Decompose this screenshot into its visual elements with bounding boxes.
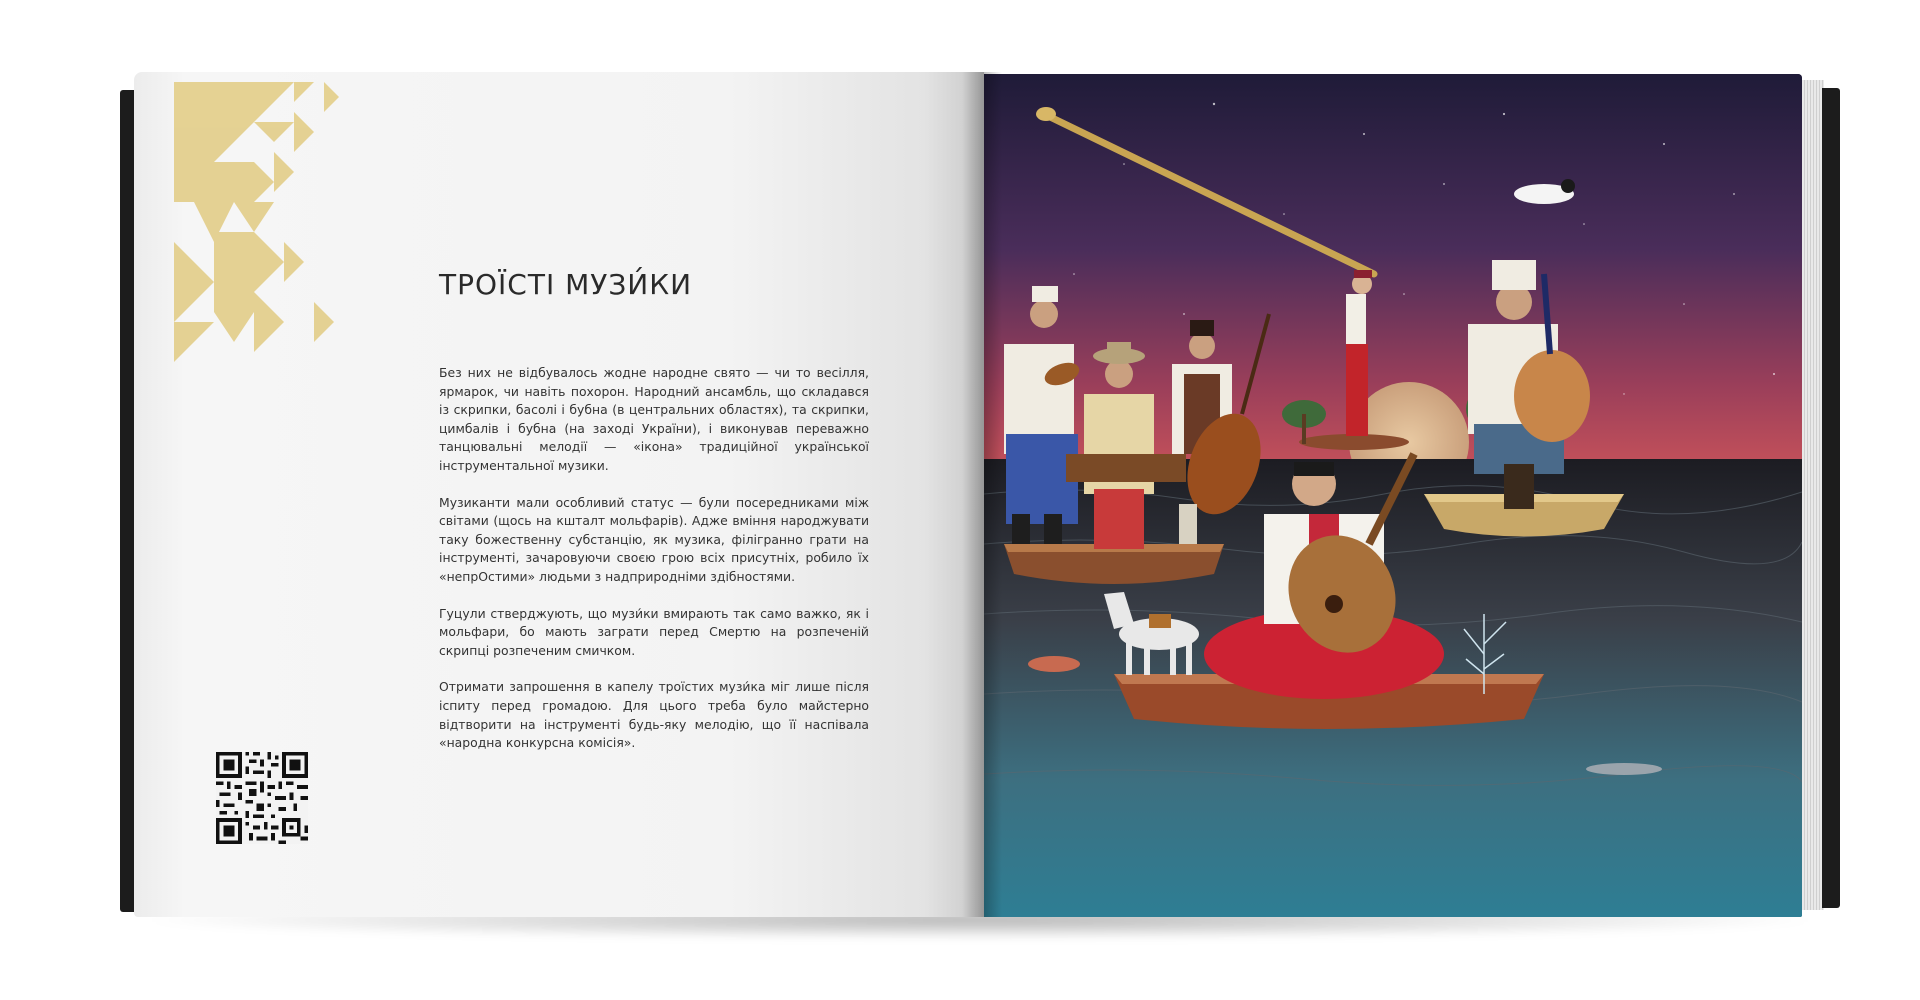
fish bbox=[1586, 763, 1662, 775]
paragraph: Гуцули стверджують, що музи́ки вмирають так само важко, як і мольфари, бо мають заграти перед Смертю на розпеченій скрипці розпеченим смичком. bbox=[439, 605, 869, 658]
article-body bbox=[439, 364, 869, 771]
qr-code-icon bbox=[216, 752, 308, 844]
open-book bbox=[120, 62, 1840, 922]
small-boat bbox=[1299, 434, 1409, 450]
left-page bbox=[134, 72, 984, 917]
page-title: ТРОЇСТІ МУЗИ́КИ bbox=[439, 268, 693, 301]
paragraph: Музиканти мали особливий статус — були посередниками між світами (щось на кшталт мольфарів). Адже вміння народжувати таку божественну субстанцію, як музика, філігранно грати на інструменті, зачаровуючи своєю грою всіх присутніх, робило їх «непрОстими» людьми з надприродніми здібностями. bbox=[439, 494, 869, 584]
page-stack-edge bbox=[1802, 80, 1824, 910]
geometric-ornament bbox=[174, 82, 394, 362]
paragraph: Без них не відбувалось жодне народне свято — чи то весілля, ярмарок, чи навіть похорон. Народний ансамбль, що складався із скрипки, басолі і бубна (в центральних областях), та скрипки, цимбалів і бубна (на заході України), і виконував переважно танцювальні мелодії — «ікона» традиційної української інструментальної музики. bbox=[439, 365, 869, 473]
paragraph: Отримати запрошення в капелу троїстих музи́ка міг лише після іспиту перед громадою. Для цього треба було майстерно відтворити на інструменті будь-яку мелодію, що її наспівала «народна конкурсна комісія». bbox=[439, 679, 869, 751]
book-cover-right-edge bbox=[1822, 88, 1840, 908]
right-page-illustration bbox=[984, 74, 1802, 917]
folk-musicians-illustration bbox=[984, 74, 1802, 917]
